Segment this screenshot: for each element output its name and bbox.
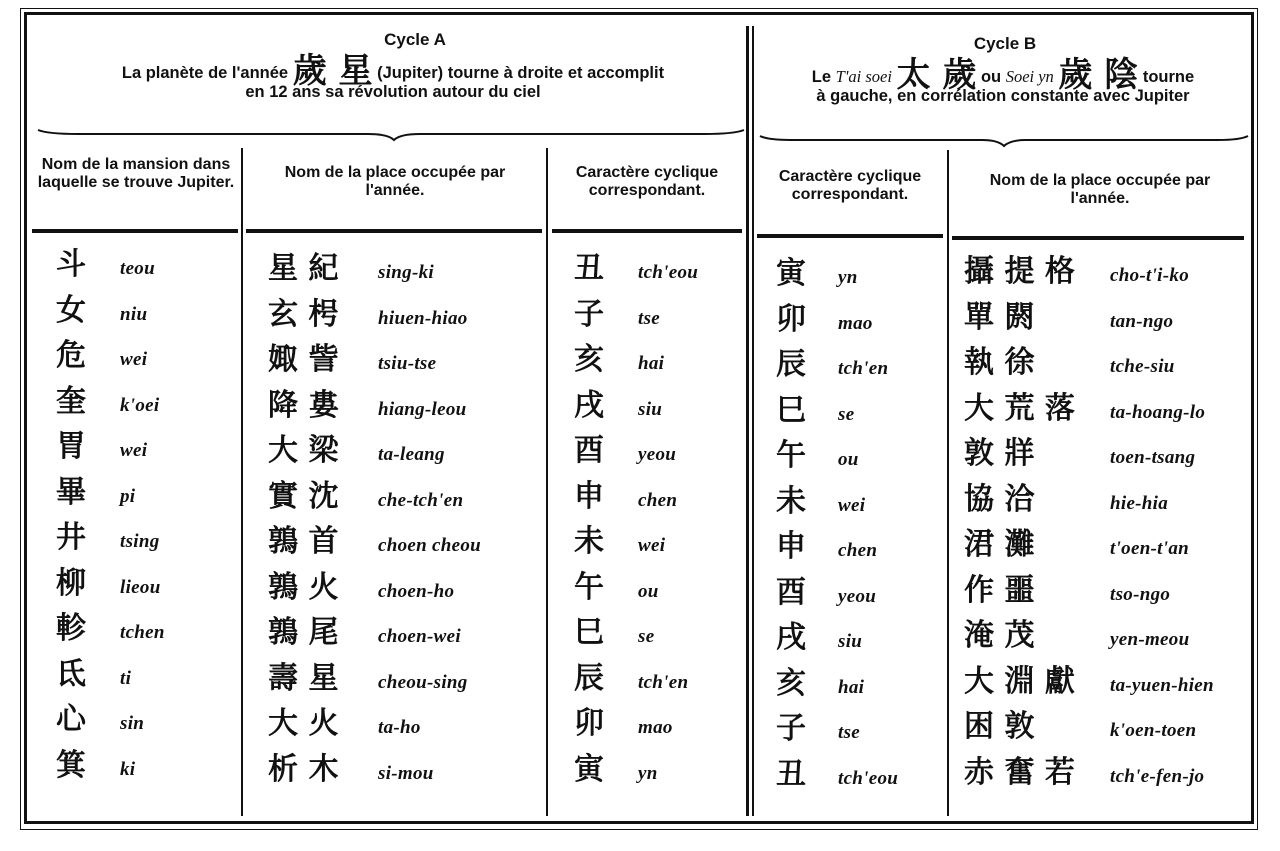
place-a-8-romanization: choen-ho [378, 580, 455, 602]
place-b-1-romanization: cho-t'i-ko [1110, 265, 1189, 286]
cyclic-b-11-char: 子 [776, 711, 806, 746]
cycle-b-heading-mid: ou [980, 68, 1002, 86]
header-rule-a2 [246, 229, 542, 233]
place-a-6-romanization: che-tch'en [378, 489, 464, 511]
place-b-7-romanization: t'oen-t'an [1110, 538, 1190, 559]
place-a-5-char: 大 梁 [268, 433, 339, 468]
col-header-cyclic-b: Caractère cyclique correspondant. [778, 168, 922, 203]
place-b-2-char: 單 閼 [964, 299, 1035, 335]
cycle-b-heading-cjk2: 歲 陰 [1058, 55, 1139, 95]
cyclic-a-1-char: 丑 [574, 251, 604, 286]
col-header-place-a: Nom de la place occupée par l'année. [284, 164, 506, 199]
cyclic-a-3-char: 亥 [574, 342, 604, 377]
place-a-9-romanization: choen-wei [378, 626, 461, 647]
header-rule-a1 [32, 229, 238, 233]
mansion-1-char: 斗 [56, 247, 86, 282]
place-a-5-romanization: ta-leang [378, 444, 445, 465]
place-b-8-char: 作 噩 [964, 572, 1035, 608]
cyclic-b-11-romanization: tse [838, 722, 861, 743]
place-b-3-romanization: tche-siu [1110, 356, 1175, 377]
cyclic-a-9-char: 巳 [574, 615, 604, 650]
cyclic-b-10-romanization: hai [838, 676, 865, 698]
cyclic-b-8-char: 酉 [776, 574, 806, 610]
cyclic-a-1-romanization: tch'eou [638, 262, 699, 283]
place-a-9-char: 鶉 尾 [268, 615, 339, 650]
cyclic-a-9-romanization: se [638, 626, 655, 647]
place-b-11-char: 困 敦 [964, 709, 1035, 744]
place-a-3-char: 娵 訾 [268, 342, 339, 377]
mansion-6-romanization: pi [120, 485, 136, 507]
cyclic-b-10-char: 亥 [776, 665, 806, 701]
mansion-12-romanization: ki [120, 758, 136, 780]
place-a-1-romanization: sing-ki [378, 262, 434, 283]
place-b-1-char: 攝 提 格 [964, 254, 1075, 289]
header-rule-a3 [552, 229, 742, 233]
cycle-a-heading-post: (Jupiter) tourne à droite et accomplit [377, 64, 665, 82]
place-b-9-romanization: yen-meou [1110, 629, 1190, 650]
cyclic-b-8-romanization: yeou [838, 585, 877, 607]
cycle-divider-left [746, 26, 749, 816]
cyclic-b-12-char: 丑 [776, 756, 806, 792]
cyclic-b-4-char: 巳 [776, 392, 806, 428]
place-b-10-romanization: ta-yuen-hien [1110, 674, 1214, 696]
mansion-10-romanization: ti [120, 667, 132, 689]
cyclic-a-11-char: 卯 [574, 706, 604, 741]
place-b-12-romanization: tch'e-fen-jo [1110, 765, 1205, 787]
cyclic-a-2-char: 子 [574, 296, 604, 332]
place-b-6-romanization: hie-hia [1110, 492, 1169, 514]
cyclic-a-2-romanization: tse [638, 307, 661, 329]
cyclic-a-6-char: 申 [574, 478, 604, 514]
mansion-2-char: 女 [56, 292, 86, 328]
cyclic-a-10-romanization: tch'en [638, 671, 689, 693]
mansion-11-char: 心 [56, 702, 86, 737]
cyclic-a-8-romanization: ou [638, 580, 659, 602]
cyclic-b-9-romanization: siu [838, 631, 863, 652]
cycle-a-heading-pre: La planète de l'année [121, 64, 289, 82]
cyclic-b-3-romanization: tch'en [838, 358, 889, 379]
place-a-11-char: 大 火 [268, 706, 339, 741]
cyclic-a-4-romanization: siu [638, 398, 663, 420]
col-divider-a2 [546, 148, 548, 816]
cycle-a-heading-line2: en 12 ans sa révolution autour du ciel [245, 83, 541, 101]
cyclic-b-4-romanization: se [838, 403, 855, 425]
col-divider-a1 [241, 148, 243, 816]
mansion-5-char: 胃 [56, 429, 86, 464]
cyclic-a-6-romanization: chen [638, 489, 678, 511]
mansion-4-romanization: k'oei [120, 394, 160, 416]
place-a-6-char: 實 沈 [268, 478, 339, 514]
place-b-5-romanization: toen-tsang [1110, 447, 1196, 468]
place-a-2-romanization: hiuen-hiao [378, 307, 468, 329]
cyclic-a-7-char: 未 [574, 524, 604, 559]
cyclic-a-5-romanization: yeou [638, 444, 677, 465]
cycle-b-heading-name2: Soei yn [1005, 67, 1054, 86]
cycle-divider-right [752, 26, 754, 816]
cycle-b-heading [756, 55, 1250, 106]
place-b-4-romanization: ta-hoang-lo [1110, 401, 1206, 423]
mansion-9-char: 軫 [56, 611, 86, 646]
mansion-9-romanization: tchen [120, 622, 165, 643]
cycle-b-heading-cjk1: 太 歲 [896, 55, 977, 95]
cycle-b-heading-line2: à gauche, en corrélation constante avec Jupiter [816, 87, 1190, 105]
mansion-3-romanization: wei [120, 349, 148, 370]
cyclic-a-7-romanization: wei [638, 535, 666, 556]
place-b-11-romanization: k'oen-toen [1110, 720, 1197, 741]
place-a-4-char: 降 婁 [268, 387, 339, 423]
place-a-11-romanization: ta-ho [378, 717, 421, 738]
place-a-4-romanization: hiang-leou [378, 398, 467, 420]
cyclic-a-11-romanization: mao [638, 717, 673, 738]
place-b-5-char: 敦 牂 [964, 436, 1035, 471]
mansion-11-romanization: sin [120, 713, 145, 734]
place-b-7-char: 涒 灘 [964, 527, 1035, 562]
cyclic-a-8-char: 午 [574, 569, 604, 605]
place-a-8-char: 鶉 火 [268, 569, 339, 605]
mansion-5-romanization: wei [120, 440, 148, 461]
cycle-a-heading [40, 51, 746, 102]
mansion-7-char: 井 [56, 520, 86, 555]
brace-cycle-a [38, 128, 744, 142]
place-a-3-romanization: tsiu-tse [378, 353, 437, 374]
cyclic-b-6-char: 未 [776, 483, 806, 519]
place-a-7-romanization: choen cheou [378, 535, 482, 556]
place-b-12-char: 赤 奮 若 [964, 754, 1075, 790]
place-a-1-char: 星 紀 [268, 251, 339, 286]
cyclic-b-3-char: 辰 [776, 347, 806, 382]
cycle-b-heading-pre: Le [811, 68, 832, 86]
col-header-cyclic-a: Caractère cyclique correspondant. [575, 164, 719, 199]
cyclic-a-4-char: 戌 [574, 387, 604, 423]
mansion-1-romanization: teou [120, 258, 155, 279]
mansion-6-char: 畢 [56, 474, 86, 510]
mansion-12-char: 箕 [56, 747, 86, 783]
col-header-mansion: Nom de la mansion dans laquelle se trouve Jupiter. [37, 156, 235, 191]
cyclic-b-1-char: 寅 [776, 256, 806, 291]
cyclic-b-6-romanization: wei [838, 494, 866, 516]
mansion-4-char: 奎 [56, 383, 86, 419]
cyclic-a-12-romanization: yn [638, 762, 658, 784]
mansion-2-romanization: niu [120, 303, 148, 325]
col-header-place-b: Nom de la place occupée par l'année. [989, 172, 1211, 207]
cycle-b-heading-name1: T'ai soei [835, 67, 892, 86]
cyclic-a-10-char: 辰 [574, 660, 604, 696]
mansion-8-char: 柳 [56, 565, 86, 601]
cyclic-b-9-char: 戌 [776, 620, 806, 655]
mansion-7-romanization: tsing [120, 531, 160, 552]
brace-cycle-b [760, 134, 1248, 148]
cyclic-b-5-romanization: ou [838, 449, 859, 470]
cycle-b-title: Cycle B [973, 34, 1037, 53]
place-b-6-char: 協 洽 [964, 481, 1035, 517]
place-a-2-char: 玄 枵 [268, 296, 339, 332]
place-b-8-romanization: tso-ngo [1110, 583, 1171, 605]
col-divider-b1 [947, 150, 949, 816]
cyclic-a-5-char: 酉 [574, 433, 604, 468]
place-a-10-char: 壽 星 [268, 660, 339, 696]
cyclic-b-1-romanization: yn [838, 267, 858, 288]
place-a-7-char: 鶉 首 [268, 524, 339, 559]
place-b-9-char: 淹 茂 [964, 618, 1035, 653]
place-a-10-romanization: cheou-sing [378, 671, 468, 693]
cycle-b-heading-post: tourne [1142, 68, 1195, 86]
cyclic-a-12-char: 寅 [574, 751, 604, 787]
cyclic-b-5-char: 午 [776, 438, 806, 473]
mansion-8-romanization: lieou [120, 576, 161, 598]
place-b-2-romanization: tan-ngo [1110, 310, 1174, 332]
cyclic-b-2-romanization: mao [838, 312, 873, 334]
place-b-10-char: 大 淵 獻 [964, 663, 1075, 699]
cycle-a-title: Cycle A [384, 30, 446, 49]
cyclic-b-12-romanization: tch'eou [838, 767, 899, 789]
mansion-3-char: 危 [56, 338, 86, 373]
place-b-3-char: 執 徐 [964, 345, 1035, 380]
header-rule-b2 [952, 236, 1244, 240]
cyclic-b-7-romanization: chen [838, 540, 878, 561]
header-rule-b1 [757, 234, 943, 238]
mansion-10-char: 氐 [56, 656, 86, 692]
place-a-12-char: 析 木 [268, 751, 339, 787]
cycle-a-heading-cjk: 歲 星 [292, 51, 373, 91]
cyclic-a-3-romanization: hai [638, 353, 665, 374]
place-b-4-char: 大 荒 落 [964, 390, 1075, 426]
cyclic-b-2-char: 卯 [776, 301, 806, 337]
place-a-12-romanization: si-mou [378, 762, 434, 784]
cyclic-b-7-char: 申 [776, 529, 806, 564]
